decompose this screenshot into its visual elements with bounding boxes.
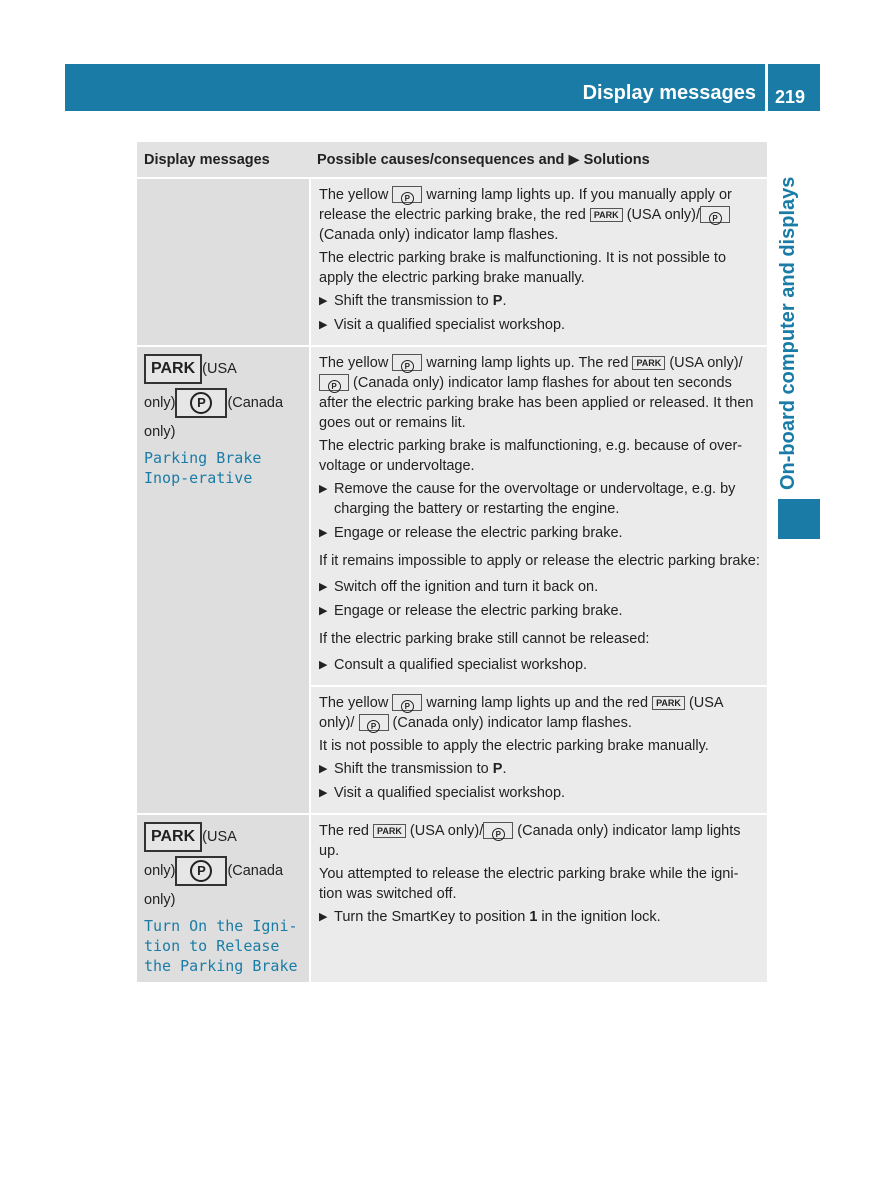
text: (Canada only) indicator lamp lights up.: [319, 823, 741, 859]
bold-text: 1: [529, 909, 538, 925]
parking-brake-p-symbol-icon: [175, 856, 227, 886]
text: (Canada: [227, 394, 284, 411]
symbol-line: [144, 822, 302, 852]
paragraph: [319, 353, 760, 433]
paragraph: It is not possible to apply the electric parking brake manually.: [319, 738, 709, 754]
side-tab-label: On-board computer and displays: [777, 176, 799, 490]
column-header-causes-text: Possible causes/consequences and: [317, 151, 565, 168]
cause-cell: [310, 178, 767, 346]
paragraph: If it remains impossible to apply or release the electric parking brake:: [319, 553, 760, 569]
cause-cell: [310, 346, 767, 686]
bullet-item: [319, 315, 760, 335]
bullet-item: [319, 523, 760, 543]
bullet-text: [334, 907, 661, 927]
paragraph: If the electric parking brake still cannot be released:: [319, 631, 650, 647]
text: The yellow: [319, 355, 389, 371]
text: (Canada only) indicator lamp flashes.: [319, 227, 559, 243]
display-messages-table: [137, 142, 767, 982]
symbol-line: [144, 856, 302, 886]
paragraph: You attempted to release the electric parking brake while the igni-tion was switched off.: [319, 866, 739, 902]
text: only): [144, 424, 176, 440]
bold-text: P: [492, 293, 503, 309]
parking-brake-p-icon: [483, 822, 513, 839]
bullet-arrow-icon: ▶: [319, 295, 328, 307]
text: only): [144, 394, 176, 411]
parking-brake-p-symbol-icon: [175, 388, 227, 418]
bullet-text: Consult a qualified specialist workshop.: [334, 657, 588, 673]
p-icon-letter: P: [709, 212, 722, 225]
display-message-text: Parking Brake Inop-erative: [144, 449, 262, 487]
text: warning lamp lights up. The red: [426, 355, 629, 371]
cause-cell: [310, 686, 767, 814]
p-icon-letter: P: [190, 860, 212, 882]
park-indicator-icon: PARK: [632, 356, 665, 370]
paragraph: The electric parking brake is malfunctioning. It is not possible to apply the electric parking brake manually.: [319, 250, 727, 286]
text: (USA only)/: [626, 207, 701, 223]
p-icon-letter: P: [401, 700, 414, 713]
bullet-text: Engage or release the electric parking brake.: [334, 603, 623, 619]
bullet-item: [319, 577, 760, 597]
text: (USA: [202, 829, 237, 845]
text: Shift the transmission to: [334, 293, 489, 309]
text: (USA only)/: [319, 695, 723, 731]
bullet-item: [319, 783, 760, 803]
park-symbol-icon: PARK: [144, 822, 202, 852]
bullet-arrow-icon: ▶: [319, 527, 328, 539]
park-indicator-icon: PARK: [373, 824, 406, 838]
bullet-item: [319, 479, 760, 519]
text: The red: [319, 823, 369, 839]
bullet-item: [319, 291, 760, 311]
p-icon-letter: P: [401, 360, 414, 373]
message-cell: [137, 346, 310, 814]
p-icon-letter: P: [367, 720, 380, 733]
table-row: [137, 178, 767, 346]
text: only): [144, 892, 176, 908]
column-header-causes: [310, 142, 767, 178]
page-number: 219: [775, 87, 806, 107]
text: only): [144, 862, 176, 879]
text: in the ignition lock.: [541, 909, 661, 925]
text: (USA only)/: [409, 823, 484, 839]
park-indicator-icon: PARK: [590, 208, 623, 222]
table-row: [137, 346, 767, 686]
bullet-text: Engage or release the electric parking brake.: [334, 525, 623, 541]
bullet-arrow-icon: ▶: [319, 763, 328, 775]
p-icon-letter: P: [492, 828, 505, 841]
column-header-messages: Display messages: [137, 142, 310, 178]
message-cell-empty: [137, 178, 310, 346]
page-section-title: Display messages: [582, 82, 756, 104]
park-symbol-icon: PARK: [144, 354, 202, 384]
text: The yellow: [319, 187, 389, 203]
bullet-arrow-icon: ▶: [319, 911, 328, 923]
text: Turn the SmartKey to position: [334, 909, 526, 925]
bullet-arrow-icon: ▶: [319, 787, 328, 799]
paragraph: [319, 693, 760, 733]
bullet-text: Remove the cause for the overvoltage or undervoltage, e.g. by charging the battery or restarting the engine.: [334, 481, 736, 517]
paragraph: [319, 821, 760, 861]
page-number-box: [768, 64, 820, 111]
parking-brake-p-icon: [700, 206, 730, 223]
bullet-arrow-icon: ▶: [319, 483, 328, 495]
paragraph: The electric parking brake is malfunctioning, e.g. because of over-voltage or undervoltage.: [319, 438, 743, 474]
bullet-item: [319, 655, 760, 675]
bullet-text: Visit a qualified specialist workshop.: [334, 785, 566, 801]
text: (Canada only) indicator lamp flashes.: [392, 715, 632, 731]
bullet-item: [319, 601, 760, 621]
bullet-arrow-icon: ▶: [319, 605, 328, 617]
bullet-text: Switch off the ignition and turn it back on.: [334, 579, 599, 595]
park-indicator-icon: PARK: [652, 696, 685, 710]
p-icon-letter: P: [401, 192, 414, 205]
arrow-right-icon: ▶: [568, 151, 580, 168]
parking-brake-p-icon: [392, 694, 422, 711]
cause-cell: [310, 814, 767, 982]
bullet-text: Visit a qualified specialist workshop.: [334, 317, 566, 333]
display-message-text: Turn On the Igni-tion to Release the Parking Brake: [144, 917, 298, 975]
bold-text: P: [492, 761, 503, 777]
bullet-item: [319, 759, 760, 779]
side-tab-marker: [778, 499, 820, 539]
header-bar: [65, 64, 765, 111]
text: .: [502, 761, 507, 777]
text: The yellow: [319, 695, 389, 711]
table-row: [137, 814, 767, 982]
text: warning lamp lights up. If you manually apply or release the electric parking brake, the red: [319, 187, 732, 223]
bullet-text: [334, 291, 506, 311]
parking-brake-p-icon: [392, 354, 422, 371]
symbol-line: [144, 388, 302, 418]
bullet-item: [319, 907, 760, 927]
text: (Canada: [227, 862, 284, 879]
text: (Canada only) indicator lamp flashes for about ten seconds after the electric parking brake has been applied or released. It then goes out or remains lit.: [319, 375, 754, 431]
bullet-text: [334, 759, 506, 779]
message-cell: [137, 814, 310, 982]
parking-brake-p-icon: [319, 374, 349, 391]
column-header-solutions-text: Solutions: [583, 151, 650, 168]
bullet-arrow-icon: ▶: [319, 319, 328, 331]
text: Shift the transmission to: [334, 761, 489, 777]
bullet-arrow-icon: ▶: [319, 581, 328, 593]
symbol-line: [144, 354, 302, 384]
text: warning lamp lights up and the red: [426, 695, 649, 711]
parking-brake-p-icon: [392, 186, 422, 203]
paragraph: [319, 185, 760, 245]
bullet-arrow-icon: ▶: [319, 659, 328, 671]
text: .: [502, 293, 507, 309]
p-icon-letter: P: [190, 392, 212, 414]
text: (USA only)/: [669, 355, 743, 371]
p-icon-letter: P: [328, 380, 341, 393]
text: (USA: [202, 361, 237, 377]
parking-brake-p-icon: [359, 714, 389, 731]
